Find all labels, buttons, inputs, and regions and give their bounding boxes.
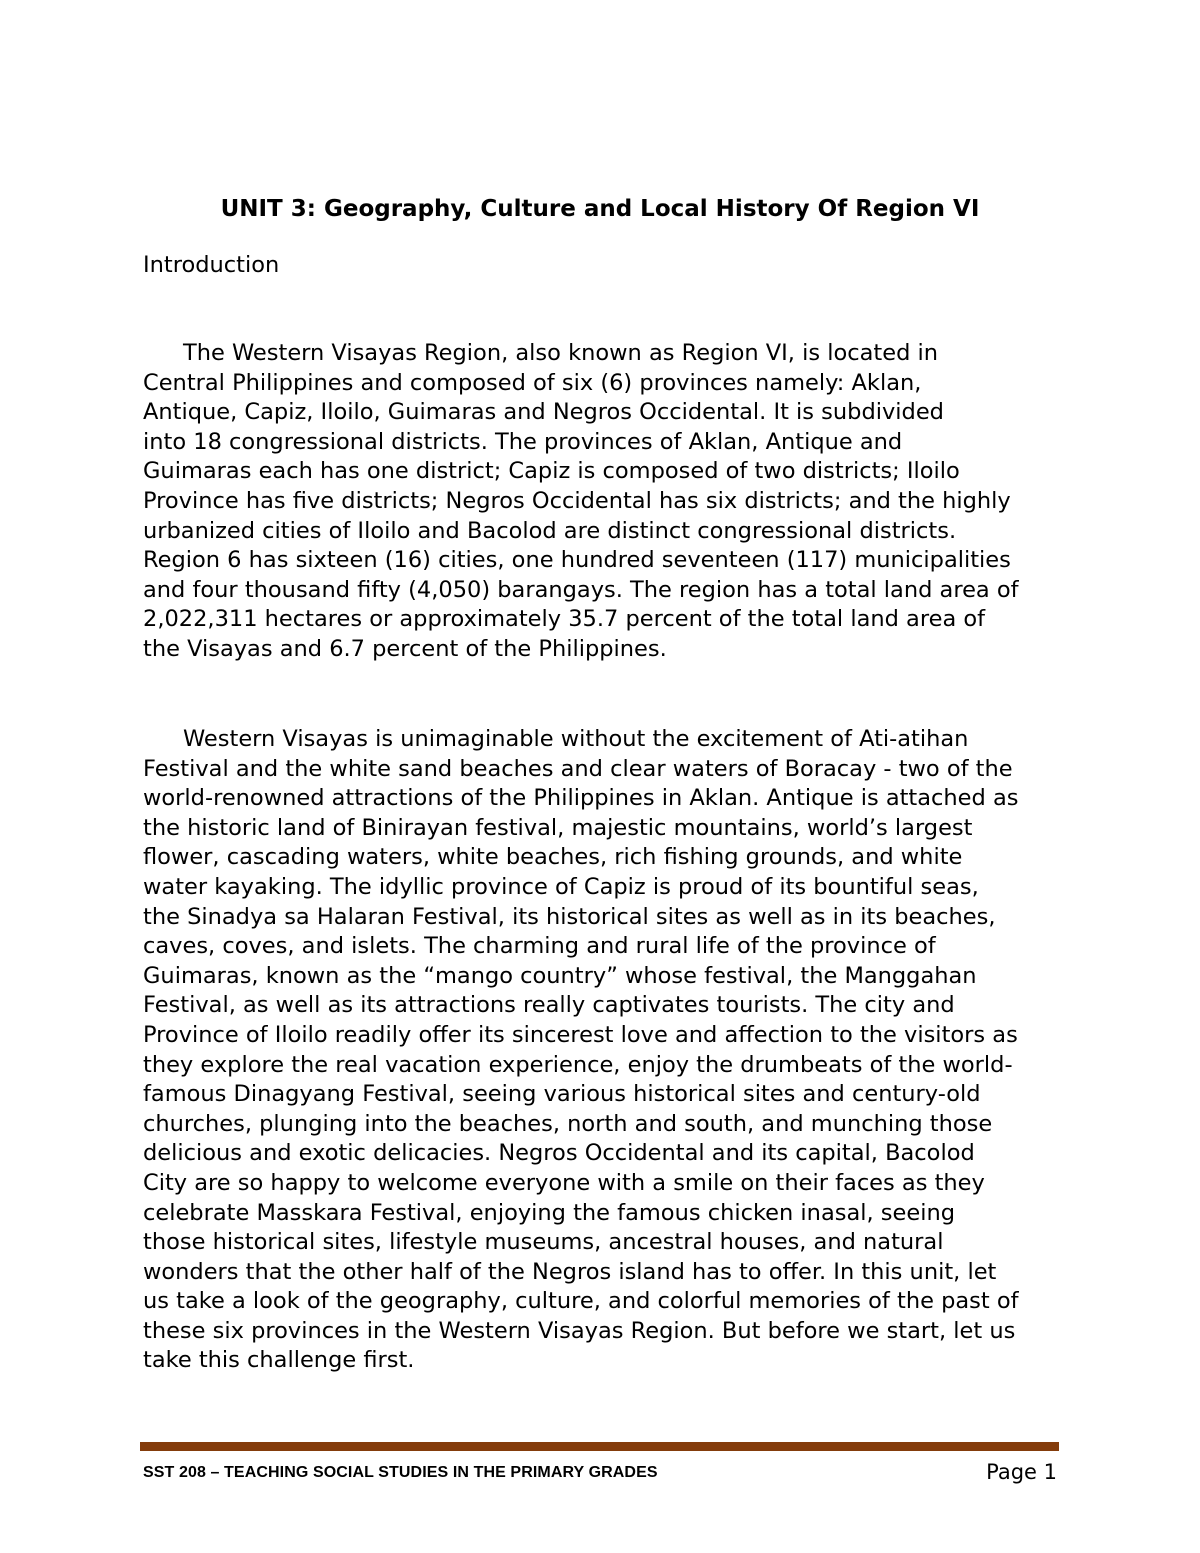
paragraph-line: urbanized cities of Iloilo and Bacolod are distinct congressional districts. xyxy=(143,517,957,544)
paragraph-line: churches, plunging into the beaches, north and south, and munching those xyxy=(143,1110,993,1137)
paragraph-line: 2,022,311 hectares or approximately 35.7 percent of the total land area of xyxy=(143,606,986,633)
paragraph-line: Region 6 has sixteen (16) cities, one hundred seventeen (117) municipalities xyxy=(143,547,1011,574)
paragraph-line: delicious and exotic delicacies. Negros Occidental and its capital, Bacolod xyxy=(143,1140,975,1167)
paragraph-line: Central Philippines and composed of six (6) provinces namely: Aklan, xyxy=(143,369,922,396)
paragraph-line: the Sinadya sa Halaran Festival, its historical sites as well as in its beaches, xyxy=(143,903,996,930)
paragraph-line: wonders that the other half of the Negros island has to offer. In this unit, let xyxy=(143,1258,997,1285)
paragraph-line: Guimaras, known as the “mango country” whose festival, the Manggahan xyxy=(143,962,977,989)
paragraph-line: they explore the real vacation experience, enjoy the drumbeats of the world- xyxy=(143,1051,1013,1078)
paragraph-line: these six provinces in the Western Visayas Region. But before we start, let us xyxy=(143,1317,1016,1344)
paragraph-line: Antique, Capiz, Iloilo, Guimaras and Negros Occidental. It is subdivided xyxy=(143,399,944,426)
paragraph-line: into 18 congressional districts. The provinces of Aklan, Antique and xyxy=(143,428,903,455)
paragraph-line: caves, coves, and islets. The charming and rural life of the province of xyxy=(143,933,936,960)
footer-page-number: Page 1 xyxy=(986,1460,1057,1484)
paragraph-line: Western Visayas is unimaginable without the excitement of Ati-atihan xyxy=(183,726,969,752)
paragraph-line: flower, cascading waters, white beaches, rich fishing grounds, and white xyxy=(143,844,963,871)
paragraph-line: water kayaking. The idyllic province of Capiz is proud of its bountiful seas, xyxy=(143,873,979,900)
paragraph-line: City are so happy to welcome everyone with a smile on their faces as they xyxy=(143,1169,985,1196)
footer-divider xyxy=(140,1442,1059,1451)
page-title: UNIT 3: Geography, Culture and Local History Of Region VI xyxy=(220,196,980,222)
paragraph-line: Festival, as well as its attractions really captivates tourists. The city and xyxy=(143,992,955,1019)
paragraph-line: us take a look of the geography, culture, and colorful memories of the past of xyxy=(143,1288,1019,1315)
section-heading: Introduction xyxy=(143,252,280,278)
paragraph-line: take this challenge first. xyxy=(143,1347,415,1374)
paragraph-attractions xyxy=(143,725,1073,1376)
footer-course-title: SST 208 – TEACHING SOCIAL STUDIES IN THE PRIMARY GRADES xyxy=(143,1464,658,1481)
paragraph-line: those historical sites, lifestyle museums, ancestral houses, and natural xyxy=(143,1229,944,1256)
paragraph-line: The Western Visayas Region, also known as Region VI, is located in xyxy=(183,340,939,366)
paragraph-line: the Visayas and 6.7 percent of the Philippines. xyxy=(143,635,667,662)
paragraph-line: famous Dinagyang Festival, seeing various historical sites and century-old xyxy=(143,1081,981,1108)
paragraph-region-overview xyxy=(143,339,1073,665)
paragraph-line: Festival and the white sand beaches and clear waters of Boracay - two of the xyxy=(143,755,1013,782)
paragraph-line: Province has five districts; Negros Occidental has six districts; and the highly xyxy=(143,487,1011,514)
paragraph-line: Province of Iloilo readily offer its sincerest love and affection to the visitors as xyxy=(143,1021,1018,1048)
paragraph-line: and four thousand fifty (4,050) barangays. The region has a total land area of xyxy=(143,576,1019,603)
paragraph-line: celebrate Masskara Festival, enjoying the famous chicken inasal, seeing xyxy=(143,1199,955,1226)
paragraph-line: the historic land of Binirayan festival, majestic mountains, world’s largest xyxy=(143,814,973,841)
paragraph-line: Guimaras each has one district; Capiz is composed of two districts; Iloilo xyxy=(143,458,960,485)
paragraph-line: world-renowned attractions of the Philippines in Aklan. Antique is attached as xyxy=(143,785,1019,812)
